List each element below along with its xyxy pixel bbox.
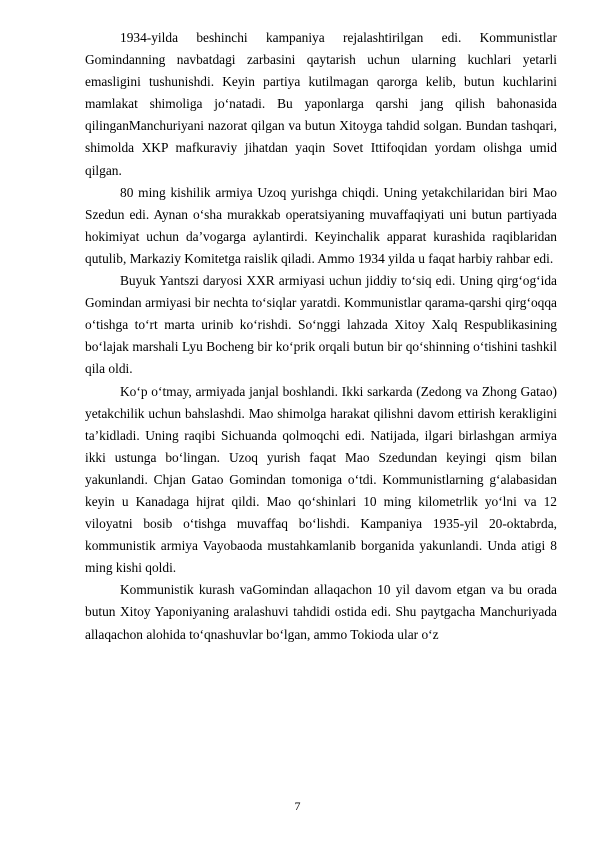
paragraph-2: 80 ming kishilik armiya Uzoq yurishga chiqdi. Uning yetakchilaridan biri Mao Szedun edi. Aynan oʻsha murakkab operatsiyaning muvaffaqiyati uni butun partiyada hokimiyat uchun da’vogarga aylantirdi. Keyinchalik apparat kurashida raqiblaridan qutulib, Markaziy Komitetga raislik qiladi. Ammo 1934 yilda u faqat harbiy rahbar edi. xyxy=(85,184,557,266)
paragraph-5: Kommunistik kurash vaGomindan allaqachon 10 yil davom etgan va bu orada butun Xitoy Yaponiyaning aralashuvi tahdidi ostida edi. Shu paytgacha Manchuriyada allaqachon alohida toʻqnashuvlar boʻlgan, ammo Tokioda ular oʻz xyxy=(85,582,557,642)
paragraph-3: Buyuk Yantszi daryosi XXR armiyasi uchun jiddiy toʻsiq edi. Uning qirgʻogʻida Gomindan armiyasi bir nechta toʻsiqlar yaratdi. Kommunistlar qarama-qarshi qirgʻoqqa oʻtishga toʻrt marta urinib koʻrishdi. Soʻnggi lahzada Xitoy Xalq Respublikasining boʻlajak marshali Lyu Bocheng bir koʻprik orqali butun bir qoʻshinning oʻtishini tashkil qila oldi. xyxy=(85,273,557,377)
paragraph-1: 1934-yilda beshinchi kampaniya rejalashtirilgan edi. Kommunistlar Gomindanning navbatdagi zarbasini qaytarish uchun ularning kuchlari yetarli emasligini tushunishdi. Keyin partiya kutilmagan qarorga kelib, butun kuchlarini mamlakat shimoliga joʻnatadi. Bu yaponlarga qarshi jang qilish bahonasida qilinganManchuriyani nazorat qilgan va butun Xitoyga tahdid solgan. Bundan tashqari, shimolda XKP mafkuraviy jihatdan yaqin Sovet Ittifoqidan yordam olishga umid qilgan. xyxy=(85,30,557,178)
page-number: 7 xyxy=(294,799,301,813)
document-body xyxy=(85,27,557,646)
paragraph-4: Koʻp oʻtmay, armiyada janjal boshlandi. Ikki sarkarda (Zedong va Zhong Gatao) yetakchilik uchun bahslashdi. Mao shimolga harakat qilishni davom ettirish kerakligini ta’kidladi. Uning raqibi Sichuanda qolmoqchi edi. Natijada, ilgari birlashgan armiya ikki ustunga boʻlingan. Uzoq yurish faqat Mao Szedundan keyingi qism bilan yakunlandi. Chjan Gatao Gomindan tomoniga oʻtdi. Kommunistlarning gʻalabasidan keyin u Kanadaga hijrat qildi. Mao qoʻshinlari 10 ming kilometrlik yoʻlni va 12 viloyatni bosib oʻtishga muvaffaq boʻlishdi. Kampaniya 1935-yil 20-oktabrda, kommunistik armiya Vayobaoda mustahkamlanib borganida yakunlandi. Unda atigi 8 ming kishi qoldi. xyxy=(85,383,557,576)
